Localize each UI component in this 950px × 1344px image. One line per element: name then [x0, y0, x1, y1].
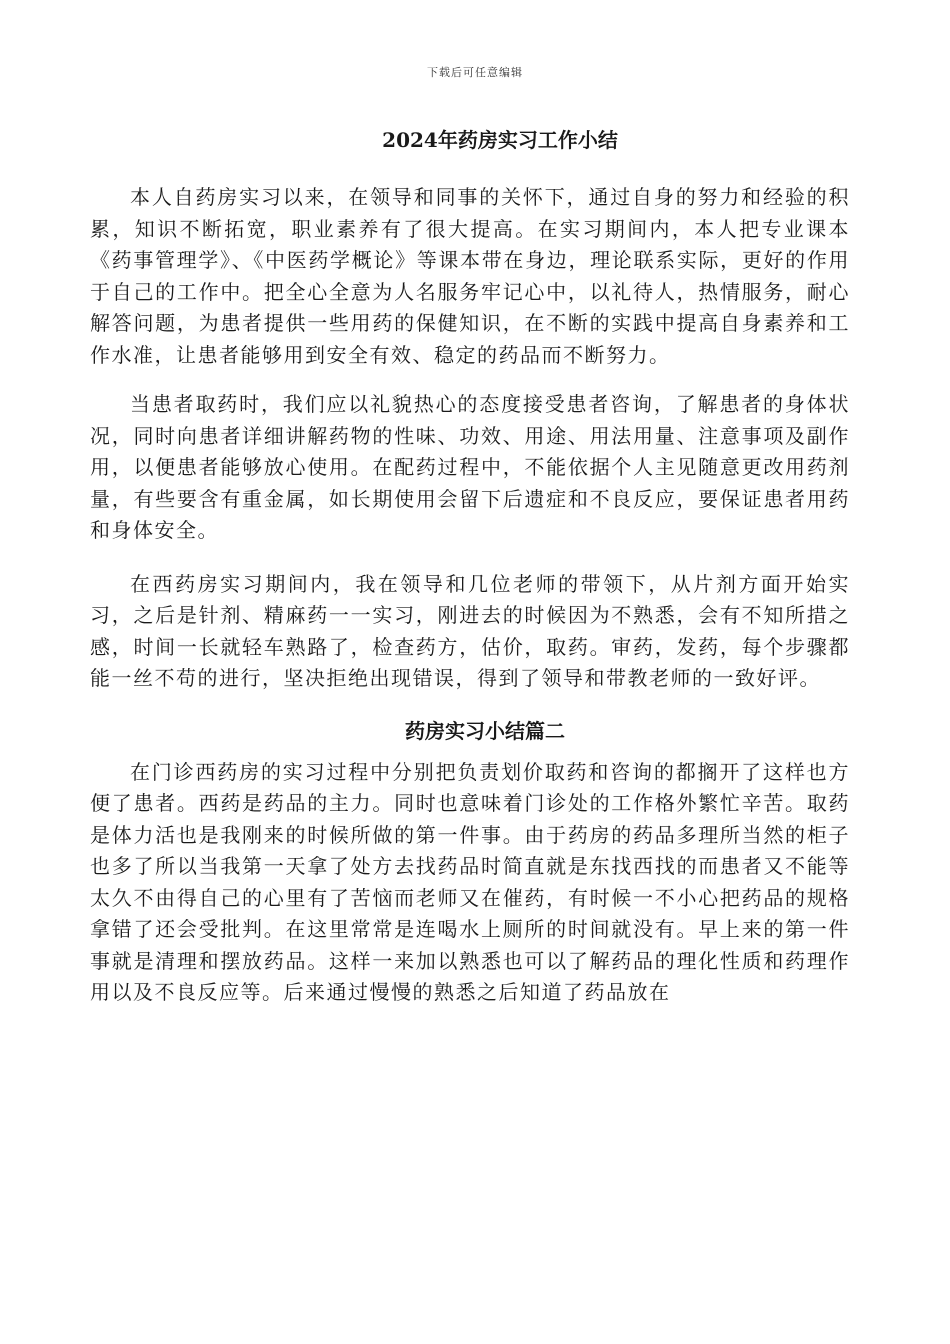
- header-note: 下载后可任意编辑: [427, 66, 523, 79]
- paragraph-3: 在西药房实习期间内，我在领导和几位老师的带领下，从片剂方面开始实习，之后是针剂、精麻药一一实习，刚进去的时候因为不熟悉，会有不知所措之感，时间一长就轻车熟路了，检查药方，估价，取药。审药，发药，每个步骤都能一丝不苟的进行，坚决拒绝出现错误，得到了领导和带教老师的一致好评。: [90, 571, 850, 690]
- paragraph-1: 本人自药房实习以来，在领导和同事的关怀下，通过自身的努力和经验的积累，知识不断拓宽，职业素养有了很大提高。在实习期间内，本人把专业课本《药事管理学》、《中医药学概论》等课本带在身边，理论联系实际，更好的作用于自己的工作中。把全心全意为人名服务牢记心中，以礼待人，热情服务，耐心解答问题，为患者提供一些用药的保健知识，在不断的实践中提高自身素养和工作水准，让患者能够用到安全有效、稳定的药品而不断努力。: [90, 185, 850, 367]
- document-body: [90, 120, 850, 1009]
- paragraph-2: 当患者取药时，我们应以礼貌热心的态度接受患者咨询，了解患者的身体状况，同时向患者详细讲解药物的性味、功效、用途、用法用量、注意事项及副作用，以便患者能够放心使用。在配药过程中，不能依据个人主见随意更改用药剂量，有些要含有重金属，如长期使用会留下后遗症和不良反应，要保证患者用药和身体安全。: [90, 392, 850, 542]
- section-title: 药房实习小结篇二: [405, 718, 565, 743]
- document-title: 2024年药房实习工作小结: [382, 128, 618, 152]
- section-paragraph: 在门诊西药房的实习过程中分别把负责划价取药和咨询的都搁开了这样也方便了患者。西药是药品的主力。同时也意味着门诊处的工作格外繁忙辛苦。取药是体力活也是我刚来的时候所做的第一件事。由于药房的药品多理所当然的柜子也多了所以当我第一天拿了处方去找药品时简直就是东找西找的而患者又不能等太久不由得自己的心里有了苦恼而老师又在催药，有时候一不小心把药品的规格拿错了还会受批判。在这里常常是连喝水上厕所的时间就没有。早上来的第一件事就是清理和摆放药品。这样一来加以熟悉也可以了解药品的理化性质和药理作用以及不良反应等。后来通过慢慢的熟悉之后知道了药品放在: [90, 759, 850, 1004]
